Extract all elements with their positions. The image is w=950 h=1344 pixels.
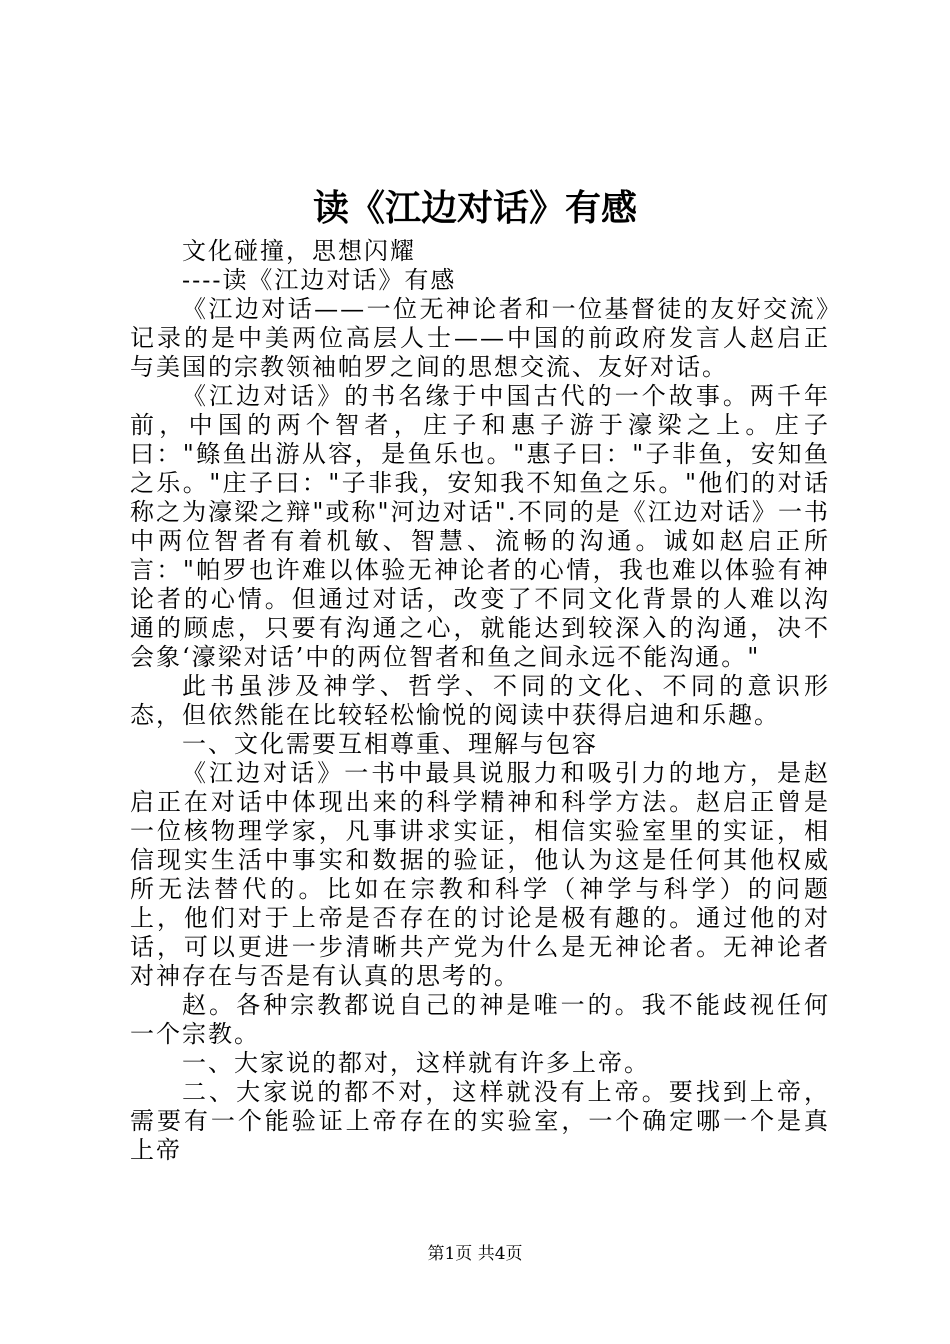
paragraph: 一、大家说的都对，这样就有许多上帝。 — [182, 1049, 650, 1077]
paragraph-subtitle: 文化碰撞，思想闪耀 — [182, 237, 416, 265]
paragraph: 《江边对话》的书名缘于中国古代的一个故事。两千年前，中国的两个智者，庄子和惠子游于濠梁之上。庄子曰："鲦鱼出游从容，是鱼乐也。"惠子曰："子非鱼，安知鱼之乐。"庄子曰："子非我，安知我不知鱼之乐。"他们的对话称之为濠梁之辩"或称"河边对话".不同的是《江边对话》一书中两位智者有着机敏、智慧、流畅的沟通。诚如赵启正所言："帕罗也许难以体验无神论者的心情，我也难以体验有神论者的心情。但通过对话，改变了不同文化背景的人难以沟通的顾虑，只要有沟通之心，就能达到较深入的沟通，决不会象‘濠梁对话’中的两位智者和鱼之间永远不能沟通。" — [130, 382, 830, 671]
document-title: 读《江边对话》有感 — [312, 187, 637, 229]
paragraph: 此书虽涉及神学、哲学、不同的文化、不同的意识形态，但依然能在比较轻松愉悦的阅读中获得启迪和乐趣。 — [130, 672, 830, 729]
paragraph: 《江边对话——一位无神论者和一位基督徒的友好交流》记录的是中美两位高层人士——中国的前政府发言人赵启正与美国的宗教领袖帕罗之间的思想交流、友好对话。 — [130, 295, 830, 381]
paragraph: 《江边对话》一书中最具说服力和吸引力的地方，是赵启正在对话中体现出来的科学精神和科学方法。赵启正曾是一位核物理学家，凡事讲求实证，相信实验室里的实证，相信现实生活中事实和数据的验证，他认为这是任何其他权威所无法替代的。比如在宗教和科学（神学与科学）的问题上，他们对于上帝是否存在的讨论是极有趣的。通过他的对话，可以更进一步清晰共产党为什么是无神论者。无神论者对神存在与否是有认真的思考的。 — [130, 759, 830, 990]
paragraph: 二、大家说的都不对，这样就没有上帝。要找到上帝，需要有一个能验证上帝存在的实验室，一个确定哪一个是真上帝 — [130, 1078, 830, 1164]
page-number-footer: 第1页 共4页 — [427, 1244, 523, 1264]
section-heading: 一、文化需要互相尊重、理解与包容 — [182, 730, 598, 758]
paragraph: 赵。各种宗教都说自己的神是唯一的。我不能歧视任何一个宗教。 — [130, 991, 830, 1048]
document-body — [130, 237, 830, 1165]
paragraph-subtitle-secondary: ----读《江边对话》有感 — [182, 266, 457, 294]
